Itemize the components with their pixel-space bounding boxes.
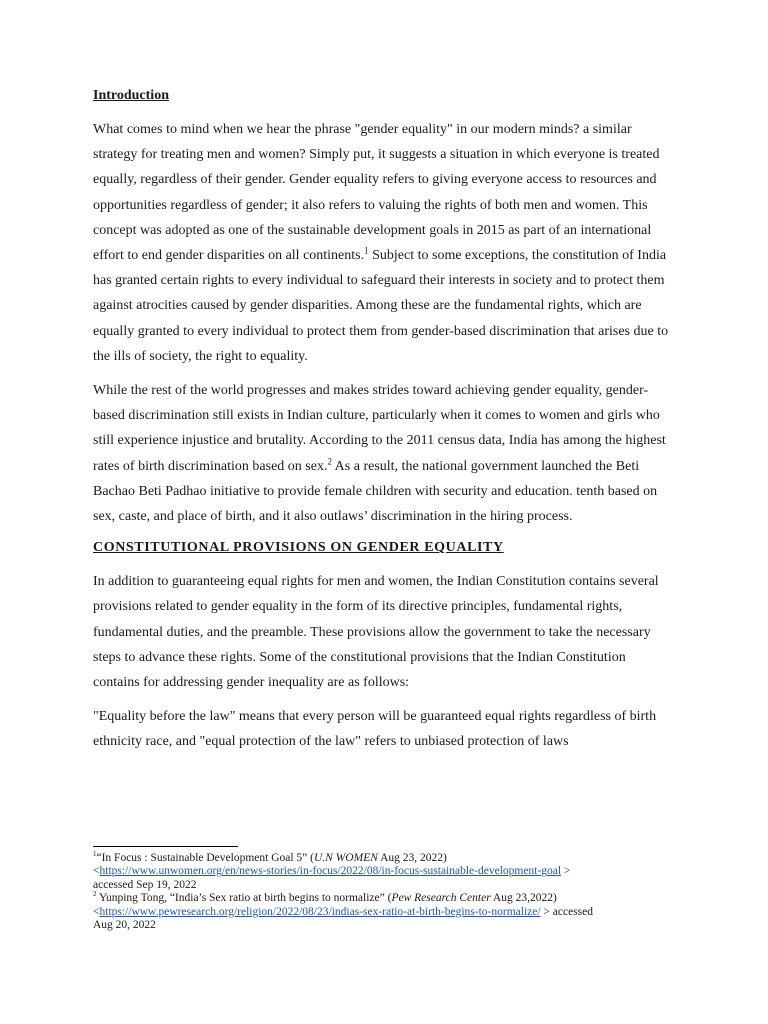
provisions-paragraph-1: In addition to guaranteeing equal rights for men and women, the Indian Constitution contains several provisions related to gender equality in the form of its directive principles, fundamental rights, fundamental duties, and the preamble. These provisions allow the government to take the necessary steps to advance these rights. Some of the constitutional provisions that the Indian Constitution contains for addressing gender inequality are as follows: bbox=[93, 574, 659, 691]
footnote-2-source: Pew Research Center bbox=[391, 892, 491, 905]
introduction-heading: Introduction bbox=[93, 88, 169, 103]
intro-paragraph-1 bbox=[93, 117, 673, 369]
provisions-paragraph-2: "Equality before the law" means that every person will be guaranteed equal rights regardless of birth ethnicity race, and "equal protection of the law" refers to unbiased protection of laws bbox=[93, 709, 657, 750]
footnote-2-accessed: Aug 20, 2022 bbox=[93, 919, 156, 932]
footnote-2-link[interactable]: https://www.pewresearch.org/religion/2022/08/23/indias-sex-ratio-at-birth-begins-to-normalize/ bbox=[99, 905, 541, 918]
intro-paragraph-1-text-b: Subject to some exceptions, the constitution of India has granted certain rights to every individual to safeguard their interests in society and to protect them against atrocities caused by gender disparities. Among these are the fundamental rights, which are equally granted to every individual to protect them from gender-based discrimination that arises due to the ills of society, the right to equality. bbox=[93, 248, 669, 364]
footnote-2-date: Aug 23,2022) bbox=[490, 892, 557, 905]
intro-paragraph-2 bbox=[93, 378, 673, 529]
intro-paragraph-2-text-a: While the rest of the world progresses and makes strides toward achieving gender equality, gender-based discrimination still exists in Indian culture, particularly when it comes to women and girls who still experience injustice and brutality. According to the 2011 census data, India has among the highest rates of birth discrimination based on sex. bbox=[93, 383, 666, 474]
footnote-ref-1[interactable]: 1 bbox=[364, 245, 369, 256]
footnote-1-accessed: accessed Sep 19, 2022 bbox=[93, 878, 197, 891]
footnote-2 bbox=[93, 892, 673, 932]
footnote-1-title: “In Focus : Sustainable Development Goal 5” ( bbox=[96, 852, 314, 864]
footnote-ref-2[interactable]: 2 bbox=[327, 455, 332, 466]
footnote-1-link[interactable]: https://www.unwomen.org/en/news-stories/in-focus/2022/08/in-focus-sustainable-development-goal bbox=[99, 865, 562, 878]
footnote-2-lt: < bbox=[93, 905, 100, 918]
intro-paragraph-1-text-a: What comes to mind when we hear the phrase "gender equality" in our modern minds? a similar strategy for treating men and women? Simply put, it suggests a situation in which everyone is treated equally, regardless of their gender. Gender equality refers to giving everyone access to resources and opportunities regardless of gender; it also refers to valuing the rights of both men and women. This concept was adopted as one of the sustainable development goals in 2015 as part of an international effort to end gender disparities on all continents. bbox=[93, 122, 660, 264]
footnote-2-number: 2 bbox=[93, 890, 97, 899]
footnote-1-lt: < bbox=[93, 865, 100, 878]
footnote-1 bbox=[93, 852, 673, 892]
footnote-1-source: U.N WOMEN bbox=[314, 852, 378, 864]
constitutional-provisions-heading: CONSTITUTIONAL PROVISIONS ON GENDER EQUALITY bbox=[93, 540, 504, 556]
document-body bbox=[93, 86, 673, 764]
footnote-2-gt: > accessed bbox=[540, 905, 594, 918]
footnote-1-number: 1 bbox=[93, 850, 97, 859]
footnotes bbox=[93, 846, 673, 932]
intro-paragraph-2-text-b: As a result, the national government launched the Beti Bachao Beti Padhao initiative to provide female children with security and education. tenth based on sex, caste, and place of birth, and it also outlaws’ discrimination in the hiring process. bbox=[93, 458, 658, 525]
footnote-1-gt: > bbox=[561, 865, 571, 878]
footnote-separator bbox=[93, 846, 238, 847]
footnote-1-date: Aug 23, 2022) bbox=[377, 852, 447, 864]
footnote-2-title: Yunping Tong, “India’s Sex ratio at birth begins to normalize” ( bbox=[96, 892, 392, 905]
